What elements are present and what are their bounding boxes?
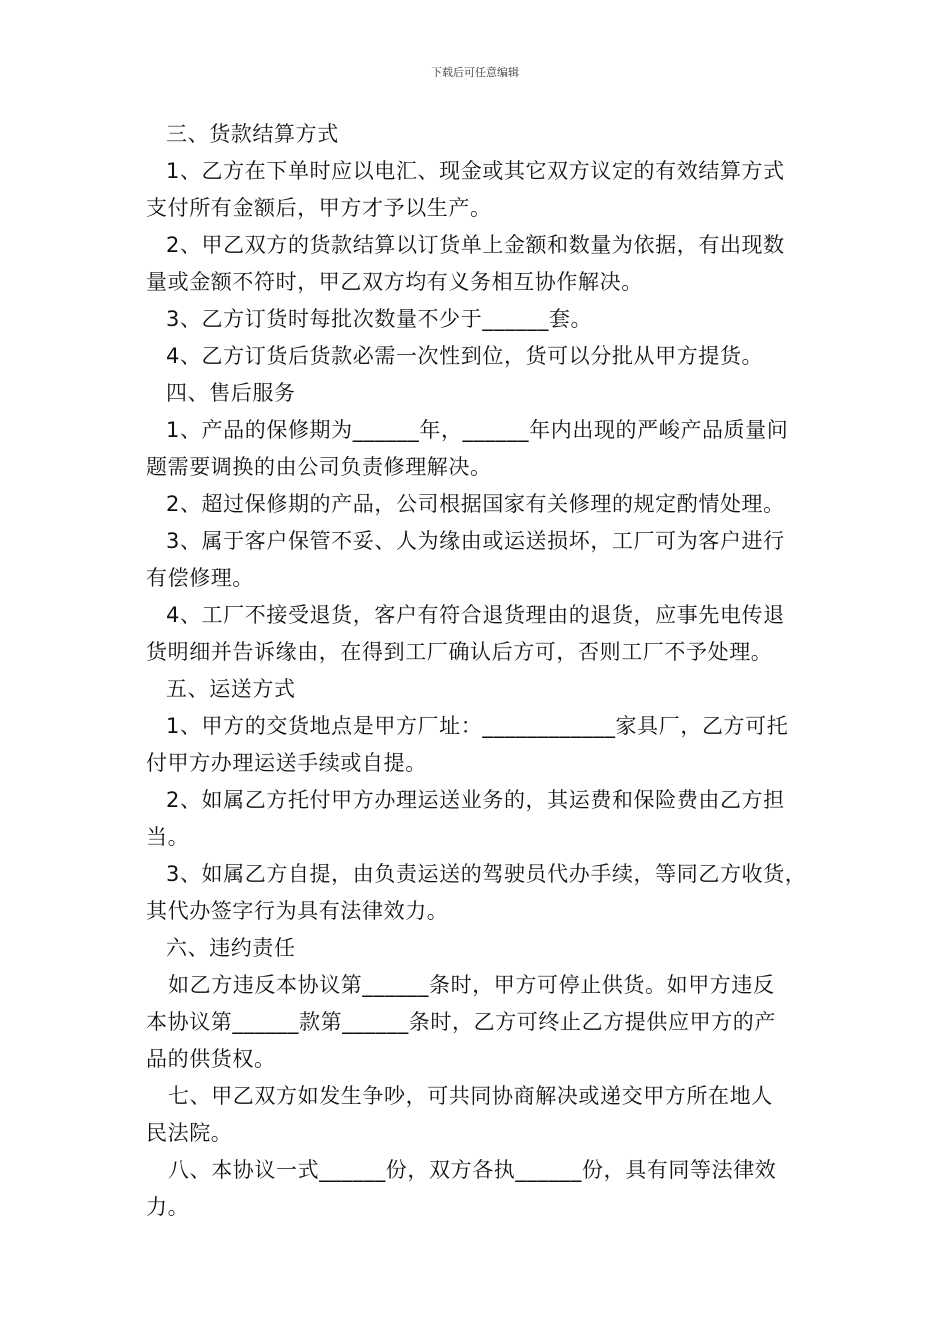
paragraph-line: 4、乙方订货后货款必需一次性到位，货可以分批从甲方提货。 — [166, 344, 764, 368]
section-heading: 六、违约责任 — [166, 936, 296, 960]
page-header: 下载后可任意编辑 — [431, 66, 519, 79]
document-body — [146, 116, 818, 1226]
paragraph-line: 七、甲乙双方如发生争吵，可共同协商解决或递交甲方所在地人 — [168, 1084, 773, 1108]
paragraph-line: 3、属于客户保管不妥、人为缘由或运送损坏，工厂可为客户进行 — [166, 529, 785, 553]
section-heading: 五、运送方式 — [166, 677, 296, 701]
paragraph-line: 2、甲乙双方的货款结算以订货单上金额和数量为依据，有出现数 — [166, 233, 785, 257]
paragraph-line: 力。 — [146, 1195, 190, 1219]
paragraph-line: 题需要调换的由公司负责修理解决。 — [146, 455, 492, 479]
paragraph-line: 货明细并告诉缘由，在得到工厂确认后方可，否则工厂不予处理。 — [146, 640, 773, 664]
paragraph-line: 1、产品的保修期为______年，______年内出现的严峻产品质量问 — [166, 418, 789, 442]
paragraph-line: 民法院。 — [146, 1121, 233, 1145]
paragraph-line: 本协议第______款第______条时，乙方可终止乙方提供应甲方的产 — [146, 1010, 776, 1034]
paragraph-line: 2、如属乙方托付甲方办理运送业务的，其运费和保险费由乙方担 — [166, 788, 785, 812]
paragraph-line: 支付所有金额后，甲方才予以生产。 — [146, 196, 492, 220]
paragraph-line: 2、超过保修期的产品，公司根据国家有关修理的规定酌情处理。 — [166, 492, 785, 516]
paragraph-line: 1、乙方在下单时应以电汇、现金或其它双方议定的有效结算方式 — [166, 159, 785, 183]
paragraph-line: 3、乙方订货时每批次数量不少于______套。 — [166, 307, 593, 331]
paragraph-line: 付甲方办理运送手续或自提。 — [146, 751, 427, 775]
paragraph-line: 当。 — [146, 825, 190, 849]
paragraph-line: 4、工厂不接受退货，客户有符合退货理由的退货，应事先电传退 — [166, 603, 785, 627]
paragraph-line: 量或金额不符时，甲乙双方均有义务相互协作解决。 — [146, 270, 643, 294]
paragraph-line: 有偿修理。 — [146, 566, 254, 590]
section-heading: 三、货款结算方式 — [166, 122, 339, 146]
paragraph-line: 3、如属乙方自提，由负责运送的驾驶员代办手续，等同乙方收货， — [166, 862, 807, 886]
paragraph-line: 八、本协议一式______份，双方各执______份，具有同等法律效 — [168, 1158, 777, 1182]
paragraph-line: 如乙方违反本协议第______条时，甲方可停止供货。如甲方违反 — [168, 973, 775, 997]
paragraph-line: 其代办签字行为具有法律效力。 — [146, 899, 449, 923]
section-heading: 四、售后服务 — [166, 381, 296, 405]
paragraph-line: 品的供货权。 — [146, 1047, 276, 1071]
paragraph-line: 1、甲方的交货地点是甲方厂址：____________家具厂，乙方可托 — [166, 714, 789, 738]
